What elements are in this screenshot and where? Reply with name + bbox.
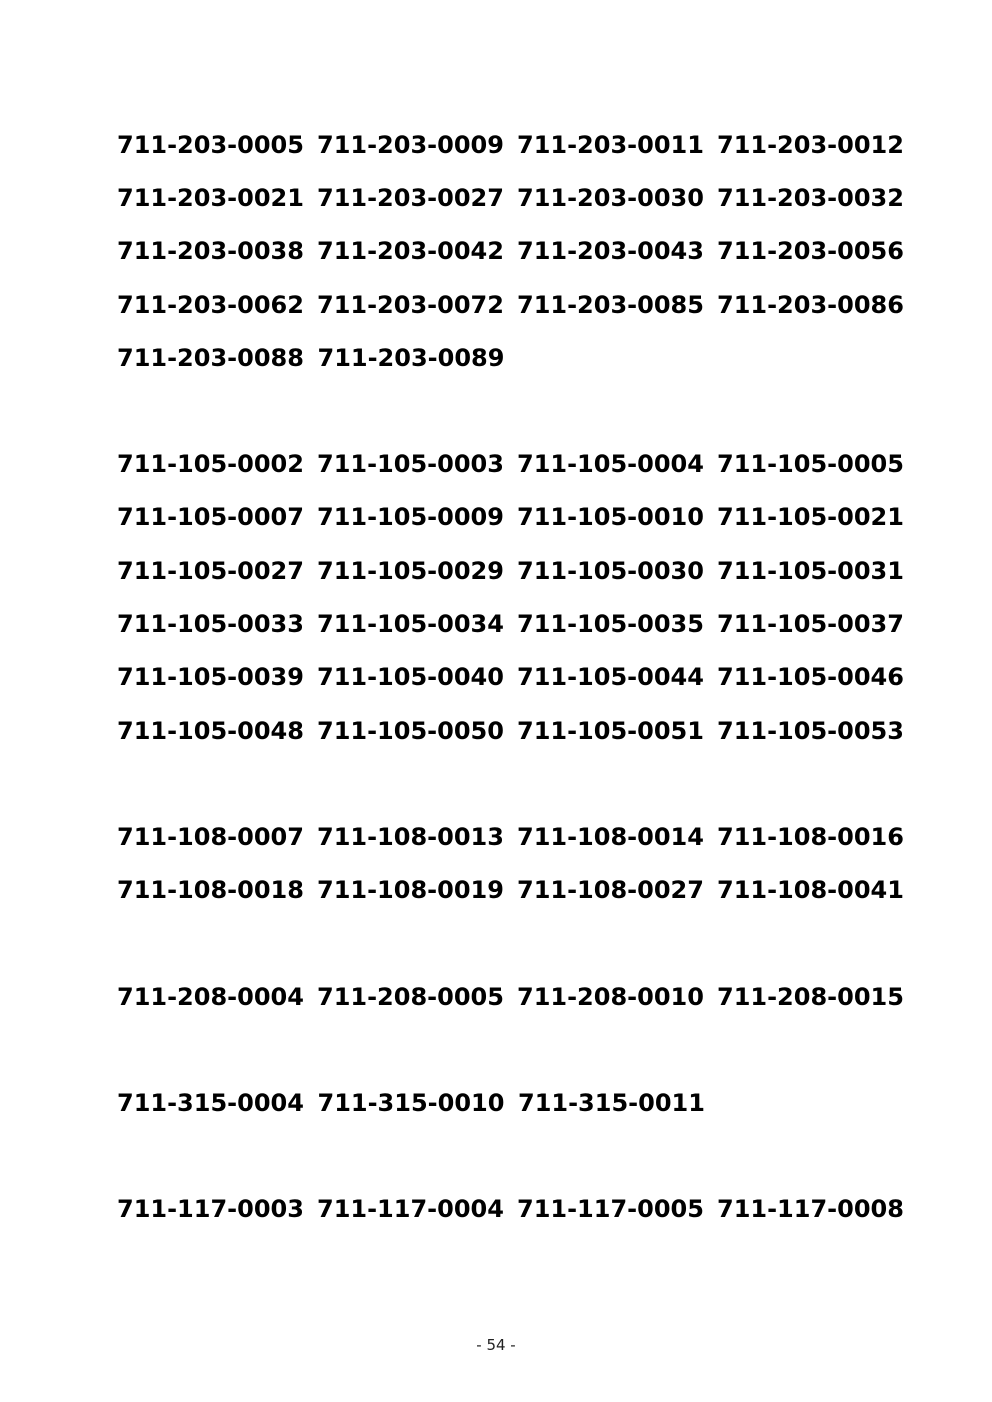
code-row: [117, 331, 917, 384]
code-item: 711-105-0029: [317, 556, 504, 585]
code-item: 711-203-0056: [717, 237, 904, 266]
code-item: 711-105-0051: [517, 716, 704, 745]
code-item: 711-203-0032: [717, 183, 904, 212]
code-item: 711-203-0062: [117, 290, 304, 319]
code-item: 711-315-0011: [518, 1088, 705, 1117]
code-group: [117, 118, 917, 384]
code-item: 711-108-0016: [717, 822, 904, 851]
code-item: 711-105-0005: [717, 450, 904, 479]
code-item: 711-203-0042: [317, 237, 504, 266]
code-item: 711-105-0031: [717, 556, 904, 585]
code-row: [117, 491, 917, 544]
code-item: 711-117-0004: [317, 1195, 504, 1224]
code-item: 711-105-0046: [717, 663, 904, 692]
code-item: 711-208-0004: [117, 982, 304, 1011]
code-row: [117, 651, 917, 704]
code-item: 711-203-0086: [717, 290, 904, 319]
code-row: [117, 810, 917, 863]
code-item: 711-105-0021: [717, 503, 904, 532]
code-item: 711-203-0038: [117, 237, 304, 266]
code-row: [117, 544, 917, 597]
code-item: 711-108-0013: [317, 822, 504, 851]
code-row: [117, 704, 917, 757]
code-row: [117, 118, 917, 171]
code-row: [117, 1076, 917, 1129]
code-item: 711-105-0037: [717, 610, 904, 639]
code-group: [117, 1182, 917, 1235]
code-item: 711-105-0010: [517, 503, 704, 532]
code-item: 711-108-0019: [317, 876, 504, 905]
code-item: 711-108-0027: [517, 876, 704, 905]
code-item: 711-117-0005: [517, 1195, 704, 1224]
code-item: 711-105-0003: [317, 450, 504, 479]
code-row: [117, 1182, 917, 1235]
code-item: 711-105-0004: [517, 450, 704, 479]
page-number: - 54 -: [476, 1336, 516, 1354]
code-item: 711-203-0011: [517, 130, 704, 159]
code-item: 711-105-0050: [317, 716, 504, 745]
code-row: [117, 864, 917, 917]
code-item: 711-315-0010: [317, 1088, 505, 1117]
code-item: 711-203-0005: [117, 130, 304, 159]
code-group: [117, 970, 917, 1023]
code-item: 711-105-0039: [117, 663, 304, 692]
code-list: [117, 118, 917, 1289]
code-item: 711-203-0009: [317, 130, 504, 159]
code-row: [117, 970, 917, 1023]
code-row: [117, 171, 917, 224]
code-item: 711-203-0030: [517, 183, 704, 212]
code-item: 711-208-0010: [517, 982, 704, 1011]
code-item: 711-208-0015: [717, 982, 904, 1011]
code-item: 711-203-0027: [317, 183, 504, 212]
code-item: 711-105-0053: [717, 716, 904, 745]
code-item: 711-117-0003: [117, 1195, 304, 1224]
code-item: 711-108-0007: [117, 822, 304, 851]
code-row: [117, 437, 917, 490]
code-item: 711-105-0044: [517, 663, 704, 692]
code-item: 711-105-0035: [517, 610, 704, 639]
code-group: [117, 810, 917, 917]
code-item: 711-105-0030: [517, 556, 704, 585]
code-item: 711-105-0007: [117, 503, 304, 532]
code-group: [117, 1076, 917, 1129]
code-item: 711-203-0072: [317, 290, 504, 319]
code-item: 711-208-0005: [317, 982, 504, 1011]
code-group: [117, 437, 917, 757]
code-item: 711-105-0034: [317, 610, 504, 639]
code-row: [117, 278, 917, 331]
code-item: 711-203-0088: [117, 343, 304, 372]
code-item: 711-117-0008: [717, 1195, 904, 1224]
code-item: 711-203-0012: [717, 130, 904, 159]
code-row: [117, 597, 917, 650]
code-item: 711-108-0041: [717, 876, 904, 905]
code-item: 711-105-0040: [317, 663, 504, 692]
code-item: 711-105-0002: [117, 450, 304, 479]
code-item: 711-203-0089: [317, 343, 505, 372]
code-item: 711-108-0018: [117, 876, 304, 905]
code-item: 711-105-0027: [117, 556, 304, 585]
code-item: 711-105-0033: [117, 610, 304, 639]
code-item: 711-203-0021: [117, 183, 304, 212]
code-item: 711-315-0004: [117, 1088, 304, 1117]
code-row: [117, 225, 917, 278]
code-item: 711-203-0085: [517, 290, 704, 319]
code-item: 711-105-0009: [317, 503, 504, 532]
code-item: 711-108-0014: [517, 822, 704, 851]
code-item: 711-105-0048: [117, 716, 304, 745]
code-item: 711-203-0043: [517, 237, 704, 266]
